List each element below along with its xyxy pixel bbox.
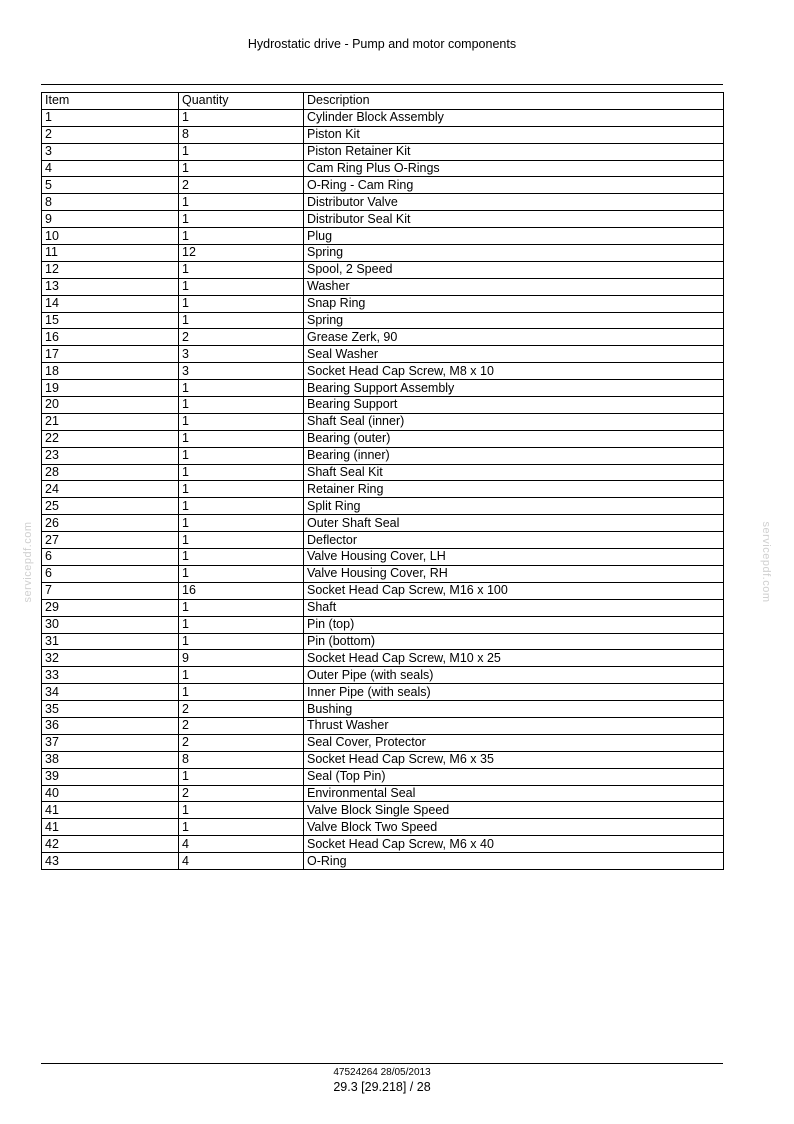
table-row bbox=[42, 582, 724, 599]
item-cell: 41 bbox=[42, 802, 179, 819]
item-cell: 26 bbox=[42, 515, 179, 532]
table-row bbox=[42, 616, 724, 633]
item-cell: 27 bbox=[42, 532, 179, 549]
quantity-cell: 1 bbox=[179, 143, 304, 160]
quantity-cell: 1 bbox=[179, 211, 304, 228]
description-cell: Bearing Support Assembly bbox=[304, 380, 724, 397]
table-row bbox=[42, 532, 724, 549]
quantity-cell: 1 bbox=[179, 464, 304, 481]
item-cell: 32 bbox=[42, 650, 179, 667]
table-row bbox=[42, 717, 724, 734]
item-cell: 19 bbox=[42, 380, 179, 397]
quantity-cell: 1 bbox=[179, 413, 304, 430]
description-cell: Valve Block Two Speed bbox=[304, 819, 724, 836]
description-cell: Snap Ring bbox=[304, 295, 724, 312]
quantity-cell: 1 bbox=[179, 684, 304, 701]
table-row bbox=[42, 565, 724, 582]
quantity-cell: 1 bbox=[179, 633, 304, 650]
column-header-item: Item bbox=[42, 93, 179, 110]
quantity-cell: 1 bbox=[179, 295, 304, 312]
quantity-cell: 3 bbox=[179, 363, 304, 380]
table-row bbox=[42, 346, 724, 363]
item-cell: 18 bbox=[42, 363, 179, 380]
quantity-cell: 1 bbox=[179, 380, 304, 397]
description-cell: Pin (top) bbox=[304, 616, 724, 633]
item-cell: 38 bbox=[42, 751, 179, 768]
item-cell: 25 bbox=[42, 498, 179, 515]
quantity-cell: 4 bbox=[179, 836, 304, 853]
table-row bbox=[42, 245, 724, 262]
item-cell: 39 bbox=[42, 768, 179, 785]
description-cell: Valve Block Single Speed bbox=[304, 802, 724, 819]
description-cell: Seal (Top Pin) bbox=[304, 768, 724, 785]
description-cell: Deflector bbox=[304, 532, 724, 549]
item-cell: 33 bbox=[42, 667, 179, 684]
item-cell: 8 bbox=[42, 194, 179, 211]
watermark-right: servicepdf.com bbox=[760, 521, 772, 603]
quantity-cell: 1 bbox=[179, 160, 304, 177]
table-row bbox=[42, 751, 724, 768]
quantity-cell: 2 bbox=[179, 734, 304, 751]
item-cell: 14 bbox=[42, 295, 179, 312]
description-cell: Socket Head Cap Screw, M8 x 10 bbox=[304, 363, 724, 380]
table-row bbox=[42, 633, 724, 650]
table-header-row bbox=[42, 93, 724, 110]
item-cell: 20 bbox=[42, 397, 179, 414]
description-cell: Seal Washer bbox=[304, 346, 724, 363]
quantity-cell: 1 bbox=[179, 667, 304, 684]
footer-divider bbox=[41, 1063, 723, 1064]
table-row bbox=[42, 109, 724, 126]
table-row bbox=[42, 295, 724, 312]
column-header-description: Description bbox=[304, 93, 724, 110]
quantity-cell: 1 bbox=[179, 261, 304, 278]
quantity-cell: 1 bbox=[179, 228, 304, 245]
quantity-cell: 1 bbox=[179, 498, 304, 515]
item-cell: 40 bbox=[42, 785, 179, 802]
description-cell: Retainer Ring bbox=[304, 481, 724, 498]
description-cell: Socket Head Cap Screw, M16 x 100 bbox=[304, 582, 724, 599]
quantity-cell: 1 bbox=[179, 430, 304, 447]
description-cell: Shaft Seal (inner) bbox=[304, 413, 724, 430]
description-cell: Spring bbox=[304, 245, 724, 262]
description-cell: Cylinder Block Assembly bbox=[304, 109, 724, 126]
item-cell: 7 bbox=[42, 582, 179, 599]
quantity-cell: 1 bbox=[179, 278, 304, 295]
table-row bbox=[42, 549, 724, 566]
item-cell: 6 bbox=[42, 565, 179, 582]
item-cell: 13 bbox=[42, 278, 179, 295]
item-cell: 41 bbox=[42, 819, 179, 836]
description-cell: Socket Head Cap Screw, M6 x 35 bbox=[304, 751, 724, 768]
table-row bbox=[42, 380, 724, 397]
table-row bbox=[42, 650, 724, 667]
table-row bbox=[42, 599, 724, 616]
item-cell: 10 bbox=[42, 228, 179, 245]
table-row bbox=[42, 143, 724, 160]
quantity-cell: 1 bbox=[179, 109, 304, 126]
item-cell: 11 bbox=[42, 245, 179, 262]
description-cell: Bearing (inner) bbox=[304, 447, 724, 464]
quantity-cell: 1 bbox=[179, 481, 304, 498]
description-cell: Bearing (outer) bbox=[304, 430, 724, 447]
description-cell: Seal Cover, Protector bbox=[304, 734, 724, 751]
table-row bbox=[42, 768, 724, 785]
quantity-cell: 1 bbox=[179, 447, 304, 464]
quantity-cell: 8 bbox=[179, 126, 304, 143]
item-cell: 24 bbox=[42, 481, 179, 498]
item-cell: 15 bbox=[42, 312, 179, 329]
table-row bbox=[42, 397, 724, 414]
description-cell: Spool, 2 Speed bbox=[304, 261, 724, 278]
item-cell: 4 bbox=[42, 160, 179, 177]
item-cell: 36 bbox=[42, 717, 179, 734]
table-row bbox=[42, 836, 724, 853]
quantity-cell: 1 bbox=[179, 768, 304, 785]
item-cell: 29 bbox=[42, 599, 179, 616]
watermark-left: servicepdf.com bbox=[22, 521, 34, 603]
table-row bbox=[42, 278, 724, 295]
page-number: 29.3 [29.218] / 28 bbox=[333, 1080, 431, 1094]
table-row bbox=[42, 464, 724, 481]
table-row bbox=[42, 515, 724, 532]
description-cell: Piston Retainer Kit bbox=[304, 143, 724, 160]
item-cell: 9 bbox=[42, 211, 179, 228]
quantity-cell: 4 bbox=[179, 853, 304, 870]
description-cell: Valve Housing Cover, RH bbox=[304, 565, 724, 582]
document-reference: 47524264 28/05/2013 bbox=[333, 1067, 431, 1078]
table-row bbox=[42, 329, 724, 346]
description-cell: Socket Head Cap Screw, M10 x 25 bbox=[304, 650, 724, 667]
table-row bbox=[42, 194, 724, 211]
table-row bbox=[42, 413, 724, 430]
table-row bbox=[42, 447, 724, 464]
table-row bbox=[42, 734, 724, 751]
description-cell: O-Ring bbox=[304, 853, 724, 870]
description-cell: Thrust Washer bbox=[304, 717, 724, 734]
quantity-cell: 1 bbox=[179, 819, 304, 836]
item-cell: 30 bbox=[42, 616, 179, 633]
item-cell: 1 bbox=[42, 109, 179, 126]
quantity-cell: 1 bbox=[179, 565, 304, 582]
quantity-cell: 1 bbox=[179, 515, 304, 532]
description-cell: O-Ring - Cam Ring bbox=[304, 177, 724, 194]
description-cell: Piston Kit bbox=[304, 126, 724, 143]
quantity-cell: 2 bbox=[179, 329, 304, 346]
description-cell: Outer Pipe (with seals) bbox=[304, 667, 724, 684]
quantity-cell: 1 bbox=[179, 532, 304, 549]
item-cell: 31 bbox=[42, 633, 179, 650]
description-cell: Bearing Support bbox=[304, 397, 724, 414]
quantity-cell: 1 bbox=[179, 616, 304, 633]
description-cell: Environmental Seal bbox=[304, 785, 724, 802]
table-row bbox=[42, 126, 724, 143]
description-cell: Washer bbox=[304, 278, 724, 295]
quantity-cell: 2 bbox=[179, 701, 304, 718]
quantity-cell: 1 bbox=[179, 397, 304, 414]
item-cell: 42 bbox=[42, 836, 179, 853]
quantity-cell: 1 bbox=[179, 312, 304, 329]
quantity-cell: 12 bbox=[179, 245, 304, 262]
table-row bbox=[42, 853, 724, 870]
item-cell: 23 bbox=[42, 447, 179, 464]
item-cell: 35 bbox=[42, 701, 179, 718]
table-row bbox=[42, 802, 724, 819]
quantity-cell: 2 bbox=[179, 717, 304, 734]
description-cell: Pin (bottom) bbox=[304, 633, 724, 650]
table-row bbox=[42, 785, 724, 802]
item-cell: 5 bbox=[42, 177, 179, 194]
table-row bbox=[42, 819, 724, 836]
description-cell: Outer Shaft Seal bbox=[304, 515, 724, 532]
item-cell: 17 bbox=[42, 346, 179, 363]
description-cell: Socket Head Cap Screw, M6 x 40 bbox=[304, 836, 724, 853]
item-cell: 28 bbox=[42, 464, 179, 481]
description-cell: Inner Pipe (with seals) bbox=[304, 684, 724, 701]
description-cell: Distributor Valve bbox=[304, 194, 724, 211]
item-cell: 12 bbox=[42, 261, 179, 278]
header-divider bbox=[41, 84, 723, 85]
table-row bbox=[42, 228, 724, 245]
description-cell: Split Ring bbox=[304, 498, 724, 515]
description-cell: Bushing bbox=[304, 701, 724, 718]
quantity-cell: 1 bbox=[179, 194, 304, 211]
item-cell: 22 bbox=[42, 430, 179, 447]
table-row bbox=[42, 701, 724, 718]
item-cell: 21 bbox=[42, 413, 179, 430]
column-header-quantity: Quantity bbox=[179, 93, 304, 110]
quantity-cell: 2 bbox=[179, 785, 304, 802]
table-row bbox=[42, 481, 724, 498]
description-cell: Distributor Seal Kit bbox=[304, 211, 724, 228]
description-cell: Cam Ring Plus O-Rings bbox=[304, 160, 724, 177]
description-cell: Spring bbox=[304, 312, 724, 329]
quantity-cell: 8 bbox=[179, 751, 304, 768]
table-row bbox=[42, 177, 724, 194]
item-cell: 3 bbox=[42, 143, 179, 160]
item-cell: 2 bbox=[42, 126, 179, 143]
table-row bbox=[42, 684, 724, 701]
item-cell: 16 bbox=[42, 329, 179, 346]
quantity-cell: 1 bbox=[179, 599, 304, 616]
table-row bbox=[42, 312, 724, 329]
item-cell: 6 bbox=[42, 549, 179, 566]
parts-table bbox=[41, 92, 724, 870]
table-row bbox=[42, 430, 724, 447]
quantity-cell: 16 bbox=[179, 582, 304, 599]
table-row bbox=[42, 211, 724, 228]
description-cell: Grease Zerk, 90 bbox=[304, 329, 724, 346]
table-row bbox=[42, 160, 724, 177]
table-row bbox=[42, 261, 724, 278]
description-cell: Shaft bbox=[304, 599, 724, 616]
page-title: Hydrostatic drive - Pump and motor components bbox=[247, 37, 517, 51]
quantity-cell: 9 bbox=[179, 650, 304, 667]
quantity-cell: 3 bbox=[179, 346, 304, 363]
description-cell: Valve Housing Cover, LH bbox=[304, 549, 724, 566]
item-cell: 43 bbox=[42, 853, 179, 870]
table-row bbox=[42, 667, 724, 684]
description-cell: Shaft Seal Kit bbox=[304, 464, 724, 481]
item-cell: 37 bbox=[42, 734, 179, 751]
quantity-cell: 1 bbox=[179, 549, 304, 566]
item-cell: 34 bbox=[42, 684, 179, 701]
table-row bbox=[42, 363, 724, 380]
quantity-cell: 2 bbox=[179, 177, 304, 194]
quantity-cell: 1 bbox=[179, 802, 304, 819]
description-cell: Plug bbox=[304, 228, 724, 245]
table-row bbox=[42, 498, 724, 515]
